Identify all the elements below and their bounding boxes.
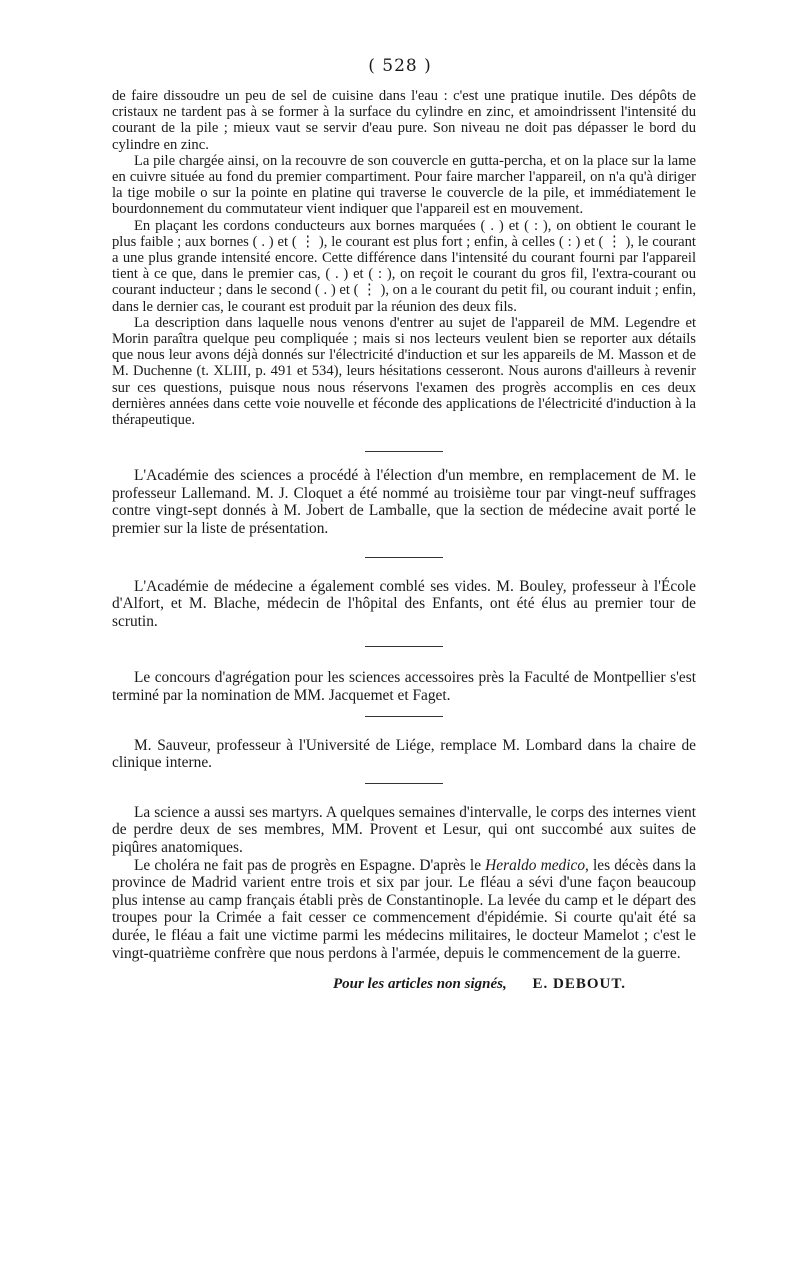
notice-sauveur: M. Sauveur, professeur à l'Université de Liége, remplace M. Lombard dans la chaire de clinique interne.	[112, 736, 696, 772]
article-paragraph: La pile chargée ainsi, on la recouvre de son couvercle en gutta-percha, et on la place sur la lame en cuivre située au fond du premier compartiment. Pour faire marcher l'appareil, on n'a qu'à diriger la tige mobile o sur la pointe en platine qui traverse le couvercle de la pile, et immédiatement le bourdonnement du commutateur vient indiquer que l'appareil est en mouvement.	[112, 152, 696, 218]
notice-martyrs: La science a aussi ses martyrs. A quelques semaines d'intervalle, le corps des internes vient de perdre deux de ses membres, MM. Provent et Lesur, qui ont succombé aux suites de piqûres anatomiques.	[112, 803, 696, 856]
signature-name: E. DEBOUT.	[532, 976, 626, 993]
signature-label: Pour les articles non signés,	[332, 976, 507, 993]
section-divider	[365, 646, 443, 647]
signature	[112, 976, 696, 992]
notice-academie-sciences: L'Académie des sciences a procédé à l'élection d'un membre, en remplacement de M. le professeur Lallemand. M. J. Cloquet a été nommé au troisième tour par vingt-neuf suffrages contre vingt-sept donnés à M. Jobert de Lamballe, que la section de médecine avait porté le premier sur la liste de présentation.	[112, 467, 696, 538]
cholera-text-end: , les décès dans la province de Madrid varient entre trois et six par jour. Le fléau a sévi d'une façon beaucoup plus intense au camp français établi près de Constantinople. La levée du camp et le départ des troupes pour la Crimée a fait cesser ce commencement d'épidémie. Si courte qu'ait été sa durée, le fléau a fait une victime parmi les médecins militaires, le docteur Mamelot ; c'est le vingt-quatrième confrère que nous perdons à l'armée, depuis le commencement de la guerre.	[112, 856, 696, 962]
notice-academie-medecine: L'Académie de médecine a également comblé ses vides. M. Bouley, professeur à l'École d'Alfort, et M. Blache, médecin de l'hôpital des Enfants, ont été élus au premier tour de scrutin.	[112, 577, 696, 630]
section-divider	[365, 716, 443, 717]
cholera-text-start: Le choléra ne fait pas de progrès en Espagne. D'après le	[134, 856, 486, 874]
notice-agregation: Le concours d'agrégation pour les sciences accessoires près la Faculté de Montpellier s'est terminé par la nomination de MM. Jacquemet et Faget.	[112, 669, 696, 705]
cholera-journal-title: Heraldo medico	[485, 856, 586, 874]
page-number: ( 528 )	[368, 56, 432, 76]
notice-cholera	[112, 857, 696, 963]
article-paragraph: La description dans laquelle nous venons d'entrer au sujet de l'appareil de MM. Legendre et Morin paraîtra quelque peu compliquée ; mais si nos lecteurs veulent bien se reporter aux détails que nous leur avons déjà donnés sur l'électricité d'induction et sur les appareils de M. Masson et de M. Duchenne (t. XLIII, p. 491 et 534), leurs hésitations cesseront. Nous aurons d'ailleurs à revenir sur ces questions, puisque nous nous réservons l'examen des progrès accomplis en ces deux dernières années dans cette voie nouvelle et féconde des applications de l'électricité d'induction à la thérapeutique.	[112, 314, 696, 429]
article-paragraph: de faire dissoudre un peu de sel de cuisine dans l'eau : c'est une pratique inutile. Des dépôts de cristaux ne tardent pas à se former à la surface du cylindre en zinc, et amoindrissent l'intensité du courant de la pile ; mieux vaut se servir d'eau pure. Son niveau ne doit pas dépasser le bord du cylindre en zinc.	[112, 88, 696, 153]
section-divider	[365, 451, 443, 452]
text-column	[112, 88, 696, 992]
section-divider	[365, 557, 443, 558]
article-paragraph: En plaçant les cordons conducteurs aux bornes marquées ( . ) et ( : ), on obtient le courant le plus faible ; aux bornes ( . ) et ( ⋮ ), le courant est plus fort ; enfin, à celles ( : ) et ( ⋮ ), le courant a une plus grande intensité encore. Cette différence dans l'intensité du courant fourni par l'appareil tient à ce que, dans le premier cas, ( . ) et ( : ), on reçoit le courant du gros fil, l'extra-courant ou courant inducteur ; dans le second ( . ) et ( ⋮ ), on a le courant du petit fil, ou courant induit ; enfin, dans le dernier cas, le courant est produit par la réunion des deux fils.	[112, 217, 696, 315]
section-divider	[365, 783, 443, 784]
